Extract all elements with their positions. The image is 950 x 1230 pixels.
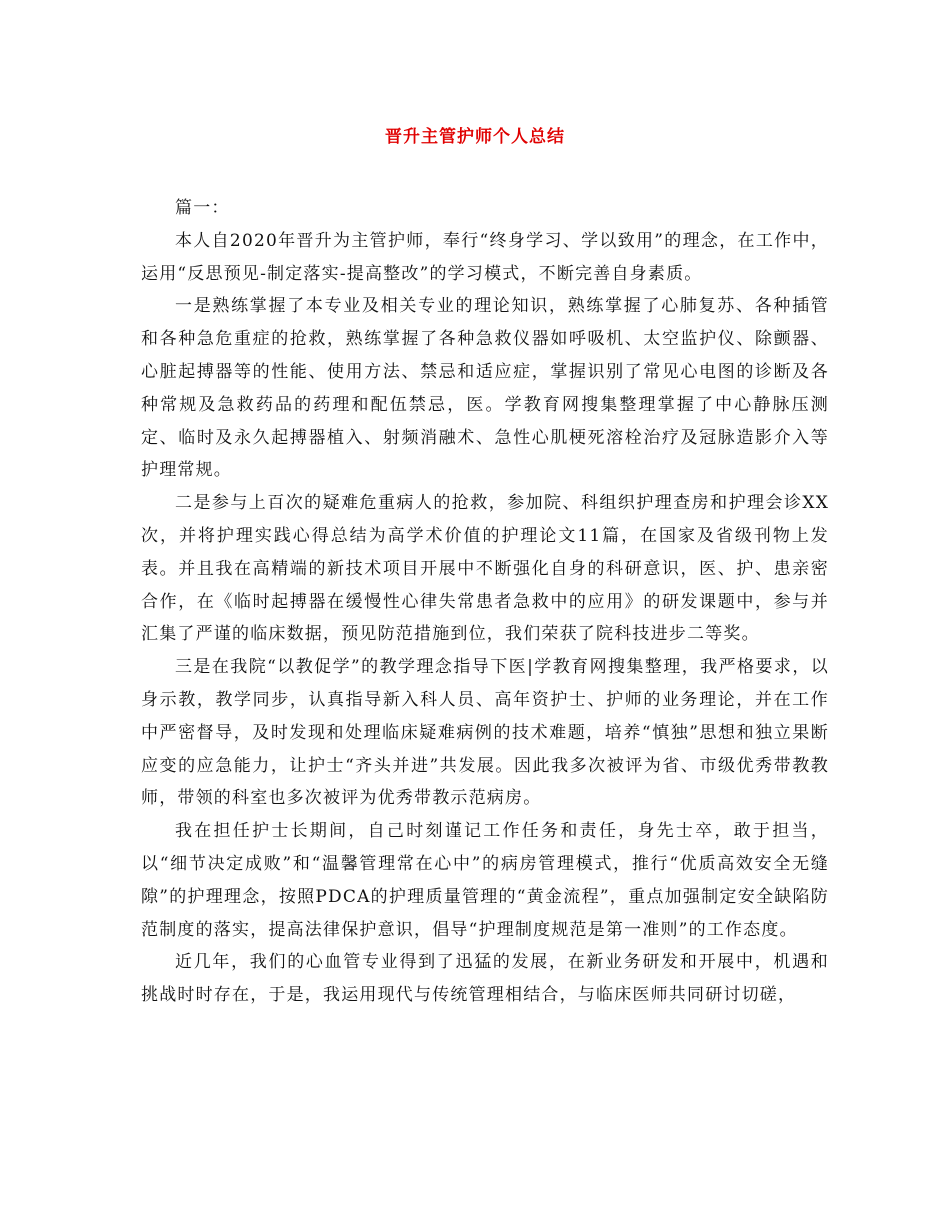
paragraph-third-point: 三是在我院“以教促学”的教学理念指导下医|学教育网搜集整理，我严格要求，以身示教，教学同步，认真指导新入科人员、高年资护士、护师的业务理论，并在工作中严密督导，及时发现和处理临床疑难病例的技术难题，培养“慎独”思想和独立果断应变的应急能力，让护士“齐头并进”共发展。因此我多次被评为省、市级优秀带教教师，带领的科室也多次被评为优秀带教示范病房。 (141, 657, 829, 809)
paragraph-first-point: 一是熟练掌握了本专业及相关专业的理论知识，熟练掌握了心肺复苏、各种插管和各种急危重症的抢救，熟练掌握了各种急救仪器如呼吸机、太空监护仪、除颤器、心脏起搏器等的性能、使用方法、禁忌和适应症，掌握识别了常见心电图的诊断及各种常规及急救药品的药理和配伍禁忌，医。学教育网搜集整理掌握了中心静脉压测定、临时及永久起搏器植入、射频消融术、急性心肌梗死溶栓治疗及冠脉造影介入等护理常规。 (141, 296, 829, 481)
paragraph-recent-years: 近几年，我们的心血管专业得到了迅猛的发展，在新业务研发和开展中，机遇和挑战时时存在，于是，我运用现代与传统管理相结合，与临床医师共同研讨切磋， (141, 952, 829, 1006)
paragraph-head-nurse: 我在担任护士长期间，自己时刻谨记工作任务和责任，身先士卒，敢于担当，以“细节决定成败”和“温馨管理常在心中”的病房管理模式，推行“优质高效安全无缝隙”的护理理念，按照PDCA的护理质量管理的“黄金流程”，重点加强制定安全缺陷防范制度的落实，提高法律保护意识，倡导“护理制度规范是第一准则”的工作态度。 (141, 821, 829, 940)
paragraph-intro: 本人自2020年晋升为主管护师，奉行“终身学习、学以致用”的理念，在工作中，运用“反思预见-制定落实-提高整改”的学习模式，不断完善自身素质。 (141, 230, 829, 284)
document-title: 晋升主管护师个人总结 (385, 127, 565, 147)
paragraph-second-point: 二是参与上百次的疑难危重病人的抢救，参加院、科组织护理查房和护理会诊XX次，并将护理实践心得总结为高学术价值的护理论文11篇，在国家及省级刊物上发表。并且我在高精端的新技术项目开展中不断强化自身的科研意识，医、护、患亲密合作，在《临时起搏器在缓慢性心律失常患者急救中的应用》的研发课题中，参与并汇集了严谨的临床数据，预见防范措施到位，我们荣获了院科技进步二等奖。 (141, 493, 829, 645)
document-body (141, 192, 829, 1012)
paragraph-heading: 篇一： (175, 198, 230, 218)
